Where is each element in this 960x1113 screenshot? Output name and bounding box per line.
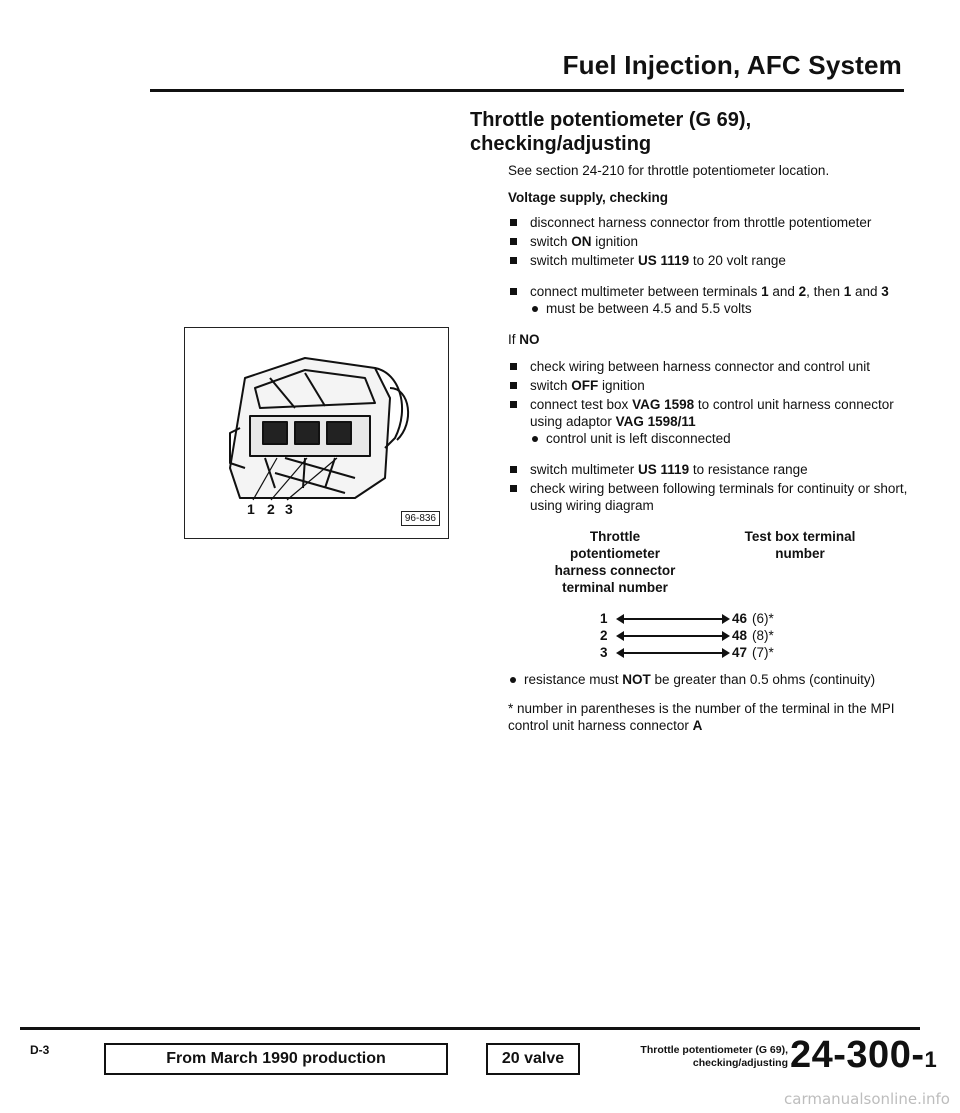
step-ignition-on: switch ON ignition [508, 233, 908, 250]
step-connect-multimeter: connect multimeter between terminals 1 and 2, then 1 and 3 must be between 4.5 and 5.5 volts [508, 283, 908, 317]
header-throttle-connector: Throttle potentiometer harness connector terminal number [554, 529, 676, 595]
terminal-label-1: 1 [247, 501, 255, 517]
page-code: D-3 [30, 1043, 50, 1057]
terminal-map [600, 610, 908, 661]
section-title-line2: checking/adjusting [470, 133, 652, 155]
header-testbox-terminal: Test box terminal number [744, 529, 856, 561]
figure-code: 96-836 [401, 511, 440, 526]
voltage-measure-steps [508, 283, 908, 317]
section-title [470, 108, 910, 156]
table-row: 1 46 (6)* [600, 611, 774, 626]
resistance-spec: resistance must NOT be greater than 0.5 ohms (continuity) [508, 671, 908, 688]
double-arrow-icon [618, 618, 728, 620]
table-row: 2 48 (8)* [600, 628, 774, 643]
step-check-wiring: check wiring between harness connector and control unit [508, 358, 908, 375]
intro-text: See section 24-210 for throttle potentiometer location. [508, 163, 830, 178]
step-disconnect: disconnect harness connector from throttle potentiometer [508, 214, 908, 231]
header-rule [150, 89, 904, 92]
if-no-steps [508, 358, 908, 447]
harness-connector-illustration [185, 328, 448, 538]
terminal-table-headers [540, 528, 908, 596]
note-disconnected: control unit is left disconnected [530, 430, 908, 447]
table-row: 3 47 (7)* [600, 645, 774, 660]
terminal-label-2: 2 [267, 501, 275, 517]
spec-voltage: must be between 4.5 and 5.5 volts [530, 300, 908, 317]
voltage-heading: Voltage supply, checking [508, 190, 669, 205]
step-multimeter-resistance: switch multimeter US 1119 to resistance range [508, 461, 908, 478]
double-arrow-icon [618, 652, 728, 654]
double-arrow-icon [618, 635, 728, 637]
page-header-title: Fuel Injection, AFC System [562, 50, 902, 80]
footer-rule [20, 1027, 920, 1030]
production-box: From March 1990 production [104, 1043, 448, 1075]
watermark: carmanualsonline.info [784, 1090, 950, 1108]
terminal-label-3: 3 [285, 501, 293, 517]
procedure-body [508, 162, 908, 734]
resistance-steps [508, 461, 908, 514]
step-connect-testbox: connect test box VAG 1598 to control unit harness connector using adaptor VAG 1598/11 control unit is left disconnected [508, 396, 908, 447]
connector-figure [184, 327, 449, 539]
footer-topic: Throttle potentiometer (G 69), checking/adjusting [640, 1044, 788, 1069]
step-ignition-off: switch OFF ignition [508, 377, 908, 394]
section-title-line1: Throttle potentiometer (G 69), [470, 109, 752, 131]
if-no-label: If NO [508, 332, 540, 347]
valve-box: 20 valve [486, 1043, 580, 1075]
voltage-steps [508, 214, 908, 269]
step-check-continuity: check wiring between following terminals for continuity or short, using wiring diagram [508, 480, 908, 514]
page-number: 24-300-1 [790, 1034, 938, 1076]
step-multimeter-volt: switch multimeter US 1119 to 20 volt range [508, 252, 908, 269]
footnote: * number in parentheses is the number of the terminal in the MPI control unit harness connector A [508, 701, 895, 733]
